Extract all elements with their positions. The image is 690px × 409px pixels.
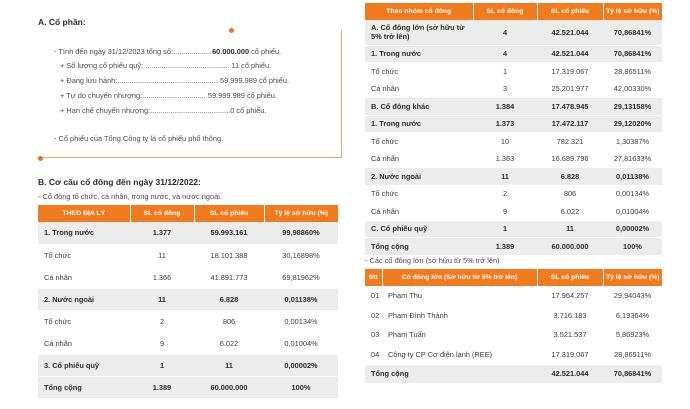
table-cell: 4 [473,45,537,63]
shares-note-line: - Cổ phiếu của Tổng Công ty là cổ phiếu phổ thông. [54,134,224,143]
table-cell: 5,86923% [603,325,662,345]
table-cell: 1.389 [473,238,537,256]
table-cell: 27,81633% [603,150,662,168]
col-header: SL cổ phiếu [194,205,264,222]
table-cell: 0,01138% [264,288,338,310]
table-cell: 1.389 [130,376,194,398]
table-cell: C. Cổ phiếu quỹ [365,220,473,238]
table-cell: 6.022 [537,203,603,221]
total-shares-line: - Tính đến ngày 31/12/2023 tổng số:...................60.000.000 cổ phiếu. [54,47,282,56]
shares-item-treasury: + Số lượng cổ phiếu quỹ: ......................................... 11 cổ phiếu. [60,61,272,70]
table-cell: 41.891.773 [194,266,264,288]
col-header: SL cổ phiếu [537,269,603,286]
table-cell: 69,81962% [264,266,338,288]
table-row [38,222,338,244]
col-header: Tỷ lệ sở hữu (%) [603,3,662,20]
table-cell: A. Cổ đông lớn (sở hữu từ 5% trở lên) [365,20,473,45]
table-cell: 806 [537,185,603,203]
table-row [38,376,338,398]
col-header: Tỷ lệ sở hữu (%) [603,269,662,286]
section-b-subtitle: - Cổ đông tổ chức, cá nhân, trong nước, và nước ngoài. [38,192,222,201]
table-cell: 2 [473,185,537,203]
table-row [365,286,662,306]
table-row [38,266,338,288]
col-header: SL cổ đông [473,3,537,20]
table-cell: 0,00002% [603,220,662,238]
table-cell: Cá nhân [365,203,473,221]
table-row [38,332,338,354]
table-cell: 0,00134% [603,185,662,203]
table-cell: 0,01004% [264,332,338,354]
table-cell: 4 [473,20,537,45]
table-cell: 3.521.537 [537,325,603,345]
table-cell: 9 [473,203,537,221]
table-cell: 3.716.183 [537,306,603,326]
table-cell: 17.478.945 [537,98,603,116]
table-cell: Tổ chức [365,185,473,203]
table-cell: Phạm Thu [382,286,537,306]
table-cell: 100% [264,376,338,398]
table-cell: Cá nhân [365,150,473,168]
table-header-row [38,205,338,222]
table-cell: 6.828 [537,168,603,186]
table-row [365,63,662,81]
table-cell: 60.000.000 [194,376,264,398]
table-cell: 11 [130,288,194,310]
table-cell: Công ty CP Cơ điện lạnh (REE) [382,345,537,365]
table-cell: Tổ chức [38,310,130,332]
table-cell: 11 [537,220,603,238]
table-cell: 1.373 [473,115,537,133]
table-cell: 17.319.067 [537,63,603,81]
table-cell: 17.319.067 [537,345,603,365]
table-row [365,98,662,116]
table-cell: 28,86511% [603,345,662,365]
table-row [365,115,662,133]
table-cell: 17.964.257 [537,286,603,306]
table-cell: 42.521.044 [537,20,603,45]
table-row [365,45,662,63]
table-row [365,20,662,45]
table-row [365,150,662,168]
table-cell: Tổng cộng [38,376,130,398]
table-cell: 3 [473,80,537,98]
table-cell: 70,86841% [603,45,662,63]
table-cell: Tổ chức [365,63,473,81]
table-cell: 1,30387% [603,133,662,151]
accent-dot-top [229,28,234,33]
table-cell: 99,98860% [264,222,338,244]
table-cell: 28,86511% [603,63,662,81]
table-cell: Phạm Đình Thành [382,306,537,326]
table-cell: 0,00134% [264,310,338,332]
col-header: Cổ đông lớn (Sở hữu từ 5% trở lên) [382,269,537,286]
total-shares-value: 60.000.000 [212,47,250,56]
table-cell: 9 [130,332,194,354]
table-row [365,325,662,345]
table-cell: 30,16898% [264,244,338,266]
table-cell: Cá nhân [38,332,130,354]
table-cell: 42,00330% [603,80,662,98]
col-header: SL cổ đông [130,205,194,222]
table-cell: Tổng cộng [365,364,537,384]
table-cell: 04 [365,345,382,365]
table-cell: 03 [365,325,382,345]
table-cell: 782.321 [537,133,603,151]
table-cell: 17.472.117 [537,115,603,133]
total-shares-prefix: Tính đến ngày 31/12/2023 tổng số:................... [58,47,213,56]
table-row [38,354,338,376]
table-cell: 11 [194,354,264,376]
table-row [38,310,338,332]
table-cell: 2. Nước ngoài [365,168,473,186]
table-cell: 25.201.977 [537,80,603,98]
col-header: Theo nhóm cổ đông [365,3,473,20]
table-row [365,238,662,256]
table-cell: 806 [194,310,264,332]
major-shareholders-table [365,269,662,384]
table-cell: Tổng cộng [365,238,473,256]
table-cell: 1. Trong nước [38,222,130,244]
table-cell: 1.366 [130,266,194,288]
major-shareholders-subtitle: - Các cổ đông lớn (sở hữu từ 5% trở lên) [365,256,500,265]
table-cell: 42.521.044 [537,45,603,63]
table-cell: 6,19364% [603,306,662,326]
table-cell: 1.363 [473,150,537,168]
col-header: Stt [365,269,382,286]
table-cell: 6.022 [194,332,264,354]
table-row [365,80,662,98]
col-header: SL cổ phiếu [537,3,603,20]
table-cell: Tổ chức [38,244,130,266]
table-cell: 1.377 [130,222,194,244]
shares-item-free-transfer: + Tự do chuyển nhượng:............................... 59.999.989 cổ phiếu. [60,91,277,100]
table-cell: 29,94043% [603,286,662,306]
table-cell: 3. Cổ phiếu quỹ [38,354,130,376]
table-cell: 29,13158% [603,98,662,116]
table-cell: Phạm Tuấn [382,325,537,345]
shareholder-group-table [365,3,662,256]
table-cell: 70,86841% [603,20,662,45]
section-a-title: A. Cổ phần: [38,17,86,27]
table-cell: 11 [473,168,537,186]
table-header-row [365,3,662,20]
table-row [365,168,662,186]
table-cell: 02 [365,306,382,326]
table-cell: 11 [130,244,194,266]
table-cell: 1.384 [473,98,537,116]
shares-item-restricted: + Hạn chế chuyển nhượng:.......................................0 cổ phiếu. [60,106,267,115]
table-cell: Cá nhân [38,266,130,288]
table-header-row [365,269,662,286]
total-shares-suffix: cổ phiếu. [249,47,282,56]
table-cell: 2 [130,310,194,332]
table-cell: 01 [365,286,382,306]
table-cell: 42.521.044 [537,364,603,384]
table-row [365,185,662,203]
table-cell: 0,01138% [603,168,662,186]
table-cell: Tổ chức [365,133,473,151]
table-row [38,244,338,266]
table-cell: 2. Nước ngoài [38,288,130,310]
table-row [365,364,662,384]
table-cell: 0,00002% [264,354,338,376]
table-cell: 18.101.388 [194,244,264,266]
table-cell: Cá nhân [365,80,473,98]
shares-item-outstanding: + Đang lưu hành:................................................. 59.999.989 cổ phiếu. [60,76,290,85]
table-cell: 6.828 [194,288,264,310]
table-cell: 1 [130,354,194,376]
col-header: THEO ĐỊA LÝ [38,205,130,222]
table-row [365,306,662,326]
table-cell: 1 [473,63,537,81]
shares-note: Cổ phiếu của Tổng Công ty là cổ phiếu phổ thông. [58,134,224,143]
section-b-title: B. Cơ cấu cổ đông đến ngày 31/12/2022: [38,177,201,187]
col-header: Tỷ lệ sở hữu (%) [264,205,338,222]
table-cell: 1. Trong nước [365,45,473,63]
table-cell: 29,12020% [603,115,662,133]
table-row [365,345,662,365]
table-row [38,288,338,310]
table-cell: 70,86841% [603,364,662,384]
table-cell: 60.000.000 [537,238,603,256]
table-cell: 10 [473,133,537,151]
table-row [365,220,662,238]
table-cell: B. Cổ đông khác [365,98,473,116]
table-cell: 1. Trong nước [365,115,473,133]
table-cell: 100% [603,238,662,256]
geography-shareholder-table [38,205,338,399]
table-row [365,203,662,221]
accent-dot-bottom [38,156,43,161]
table-cell: 0,01004% [603,203,662,221]
table-cell: 16.689.796 [537,150,603,168]
table-row [365,133,662,151]
table-cell: 1 [473,220,537,238]
table-cell: 59.993.161 [194,222,264,244]
